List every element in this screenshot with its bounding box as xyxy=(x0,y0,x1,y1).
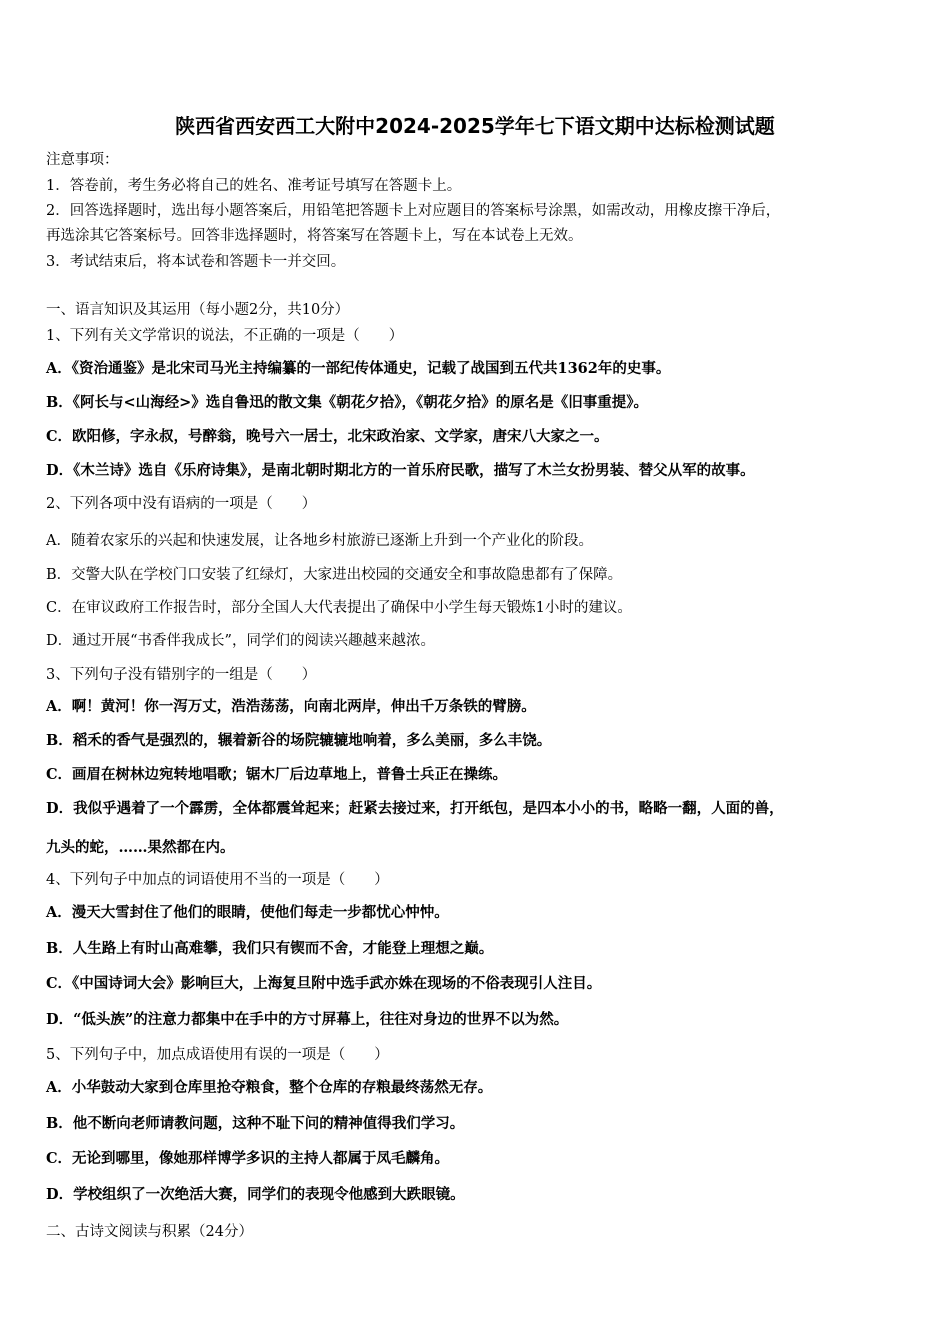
section2-heading: 二、古诗文阅读与积累（24分） xyxy=(46,1224,253,1240)
q5-option-d: D．学校组织了一次绝活大赛，同学们的表现令他感到大跌眼镜。 xyxy=(46,1186,465,1203)
notice-heading: 注意事项： xyxy=(46,152,119,168)
q2-option-c: C．在审议政府工作报告时，部分全国人大代表提出了确保中小学生每天锻炼1小时的建议。 xyxy=(46,600,632,616)
q4-option-c: C．《中国诗词大会》影响巨大，上海复旦附中选手武亦姝在现场的不俗表现引人注目。 xyxy=(46,975,602,992)
q5-option-a: A．小华鼓动大家到仓库里抢夺粮食，整个仓库的存粮最终荡然无存。 xyxy=(46,1079,493,1096)
q1-option-b: B．《阿长与<山海经>》选自鲁迅的散文集《朝花夕拾》，《朝花夕拾》的原名是《旧事重提》。 xyxy=(46,394,649,411)
q2-stem: 2、下列各项中没有语病的一项是（ ） xyxy=(46,496,317,512)
notice-item-1: 1．答卷前，考生务必将自己的姓名、准考证号填写在答题卡上。 xyxy=(46,178,462,194)
q4-stem: 4、下列句子中加点的词语使用不当的一项是（ ） xyxy=(46,872,389,888)
q4-option-d: D．“低头族”的注意力都集中在手中的方寸屏幕上，往往对身边的世界不以为然。 xyxy=(46,1011,569,1028)
q3-option-d: D．我似乎遇着了一个霹雳，全体都震耸起来；赶紧去接过来，打开纸包，是四本小小的书，略略一翻，人面的兽， xyxy=(46,800,784,817)
q5-option-b: B．他不断向老师请教问题，这种不耻下问的精神值得我们学习。 xyxy=(46,1115,465,1132)
q1-option-c: C．欧阳修，字永叔，号醉翁，晚号六一居士，北宋政治家、文学家，唐宋八大家之一。 xyxy=(46,428,609,445)
q3-option-d-cont: 九头的蛇，……果然都在内。 xyxy=(46,839,235,856)
notice-item-2-cont: 再选涂其它答案标号。回答非选择题时，将答案写在答题卡上，写在本试卷上无效。 xyxy=(46,228,583,244)
q2-option-d: D．通过开展“书香伴我成长”，同学们的阅读兴趣越来越浓。 xyxy=(46,633,435,649)
q2-option-b: B．交警大队在学校门口安装了红绿灯，大家进出校园的交通安全和事故隐患都有了保障。 xyxy=(46,567,623,583)
q5-option-c: C．无论到哪里，像她那样博学多识的主持人都属于凤毛麟角。 xyxy=(46,1150,450,1167)
q3-option-a: A．啊！黄河！你一泻万丈，浩浩荡荡，向南北两岸，伸出千万条铁的臂膀。 xyxy=(46,698,536,715)
q3-stem: 3、下列句子没有错别字的一组是（ ） xyxy=(46,667,317,683)
page-title: 陕西省西安西工大附中2024-2025学年七下语文期中达标检测试题 xyxy=(175,114,775,138)
q1-stem: 1、下列有关文学常识的说法，不正确的一项是（ ） xyxy=(46,328,404,344)
notice-item-3: 3．考试结束后，将本试卷和答题卡一并交回。 xyxy=(46,254,346,270)
section1-heading: 一、语言知识及其运用（每小题2分，共10分） xyxy=(46,302,350,318)
q5-stem: 5、下列句子中，加点成语使用有误的一项是（ ） xyxy=(46,1047,389,1063)
q4-option-b: B．人生路上有时山高难攀，我们只有锲而不舍，才能登上理想之巅。 xyxy=(46,940,494,957)
notice-item-2: 2．回答选择题时，选出每小题答案后，用铅笔把答题卡上对应题目的答案标号涂黑，如需改动，用橡皮擦干净后， xyxy=(46,203,781,219)
q3-option-c: C．画眉在树林边宛转地唱歌；锯木厂后边草地上，普鲁士兵正在操练。 xyxy=(46,766,508,783)
q2-option-a: A．随着农家乐的兴起和快速发展，让各地乡村旅游已逐渐上升到一个产业化的阶段。 xyxy=(46,533,593,549)
q3-option-b: B．稻禾的香气是强烈的，辗着新谷的场院辘辘地响着，多么美丽，多么丰饶。 xyxy=(46,732,552,749)
q4-option-a: A．漫天大雪封住了他们的眼睛，使他们每走一步都忧心忡忡。 xyxy=(46,904,449,921)
q1-option-d: D．《木兰诗》选自《乐府诗集》，是南北朝时期北方的一首乐府民歌，描写了木兰女扮男装、替父从军的故事。 xyxy=(46,462,755,479)
q1-option-a: A．《资治通鉴》是北宋司马光主持编纂的一部纪传体通史，记载了战国到五代共1362年的史事。 xyxy=(46,360,671,377)
